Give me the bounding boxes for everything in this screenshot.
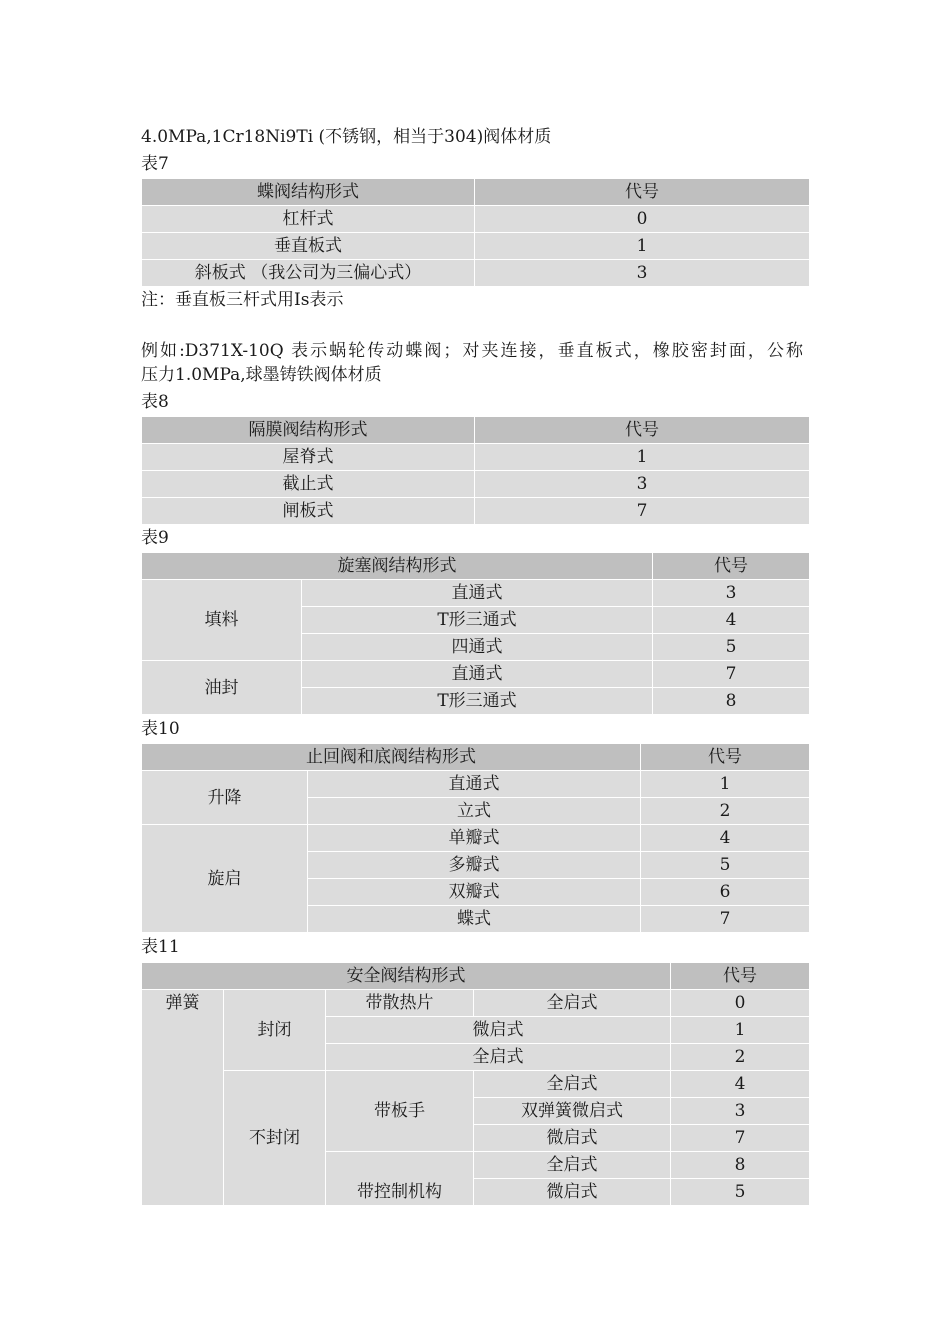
table-cell: 直通式 [308, 771, 641, 798]
header-cell: 代号 [641, 744, 810, 771]
group-cell-unsealed: 不封闭 [224, 1071, 326, 1206]
table-cell: 1 [671, 1017, 810, 1044]
table-cell: 直通式 [302, 580, 653, 607]
table-cell: 3 [653, 580, 810, 607]
header-cell: 代号 [653, 553, 810, 580]
table-cell: 0 [475, 206, 810, 233]
table-cell: 0 [671, 990, 810, 1017]
table-cell: 多瓣式 [308, 852, 641, 879]
example-line-2: 压力1.0MPa,球墨铸铁阀体材质 [141, 365, 382, 385]
table7 [141, 178, 810, 287]
header-cell: 隔膜阀结构形式 [142, 417, 475, 444]
table-cell: 7 [671, 1125, 810, 1152]
table-row [142, 825, 810, 852]
table11 [141, 962, 810, 1206]
table-cell: 7 [475, 498, 810, 525]
table-cell: 截止式 [142, 471, 475, 498]
table-cell: 微启式 [326, 1017, 671, 1044]
table10-caption: 表10 [141, 719, 180, 739]
header-cell: 代号 [475, 179, 810, 206]
table-cell: 垂直板式 [142, 233, 475, 260]
table-cell: 5 [653, 634, 810, 661]
table-header-row [142, 417, 810, 444]
table-cell: 全启式 [474, 1071, 671, 1098]
table-cell: 屋脊式 [142, 444, 475, 471]
table-cell: 4 [641, 825, 810, 852]
table-cell: 8 [671, 1152, 810, 1179]
table-cell: 6 [641, 879, 810, 906]
table-header-row [142, 744, 810, 771]
header-cell: 旋塞阀结构形式 [142, 553, 653, 580]
example-line-1: 例如:D371X-10Q 表示蜗轮传动蝶阀；对夹连接，垂直板式，橡胶密封面，公称 [141, 341, 803, 361]
group-cell-spring: 弹簧 [142, 990, 224, 1206]
table-cell: 全启式 [326, 1044, 671, 1071]
table-cell: 4 [671, 1071, 810, 1098]
subgroup-cell-wrench: 带板手 [326, 1071, 474, 1152]
table-header-row [142, 963, 810, 990]
table7-note: 注：垂直板三杆式用Is表示 [141, 290, 344, 310]
table-cell: 杠杆式 [142, 206, 475, 233]
table-row [142, 661, 810, 688]
table-header-row [142, 553, 810, 580]
table-cell: 5 [641, 852, 810, 879]
group-cell: 填料 [142, 580, 302, 661]
table-row [142, 580, 810, 607]
table-header-row [142, 179, 810, 206]
table-cell: 双瓣式 [308, 879, 641, 906]
table-cell: 四通式 [302, 634, 653, 661]
table-cell: 全启式 [474, 1152, 671, 1179]
header-cell: 代号 [671, 963, 810, 990]
group-cell-sealed: 封闭 [224, 990, 326, 1071]
table-cell: 微启式 [474, 1125, 671, 1152]
table11-caption: 表11 [141, 937, 180, 957]
table-cell: T形三通式 [302, 688, 653, 715]
table-cell: 7 [653, 661, 810, 688]
table8 [141, 416, 810, 525]
table-cell: 4 [653, 607, 810, 634]
table-row [142, 1071, 810, 1098]
table-cell: 微启式 [474, 1179, 671, 1206]
table-row [142, 471, 810, 498]
header-cell: 蝶阀结构形式 [142, 179, 475, 206]
table-row [142, 260, 810, 287]
header-cell: 代号 [475, 417, 810, 444]
table-cell: 1 [475, 233, 810, 260]
table-cell: 单瓣式 [308, 825, 641, 852]
table-row [142, 206, 810, 233]
header-cell: 止回阀和底阀结构形式 [142, 744, 641, 771]
table-cell: 2 [641, 798, 810, 825]
table-cell: 3 [475, 471, 810, 498]
table-cell: 全启式 [474, 990, 671, 1017]
table7-caption: 表7 [141, 154, 169, 174]
header-cell: 安全阀结构形式 [142, 963, 671, 990]
table-row [142, 990, 810, 1017]
subgroup-cell-fins: 带散热片 [326, 990, 474, 1017]
table-cell: 直通式 [302, 661, 653, 688]
table-cell: 闸板式 [142, 498, 475, 525]
group-cell: 油封 [142, 661, 302, 715]
subgroup-cell-control: 带控制机构 [326, 1152, 474, 1206]
table-row [142, 498, 810, 525]
table-cell: 斜板式 （我公司为三偏心式） [142, 260, 475, 287]
table-cell: 蝶式 [308, 906, 641, 933]
table-cell: T形三通式 [302, 607, 653, 634]
table-cell: 3 [671, 1098, 810, 1125]
group-cell: 升降 [142, 771, 308, 825]
table10 [141, 743, 810, 933]
table-cell: 5 [671, 1179, 810, 1206]
group-cell: 旋启 [142, 825, 308, 933]
table-row [142, 444, 810, 471]
table-cell: 1 [475, 444, 810, 471]
table-cell: 1 [641, 771, 810, 798]
table-cell: 3 [475, 260, 810, 287]
table-cell: 双弹簧微启式 [474, 1098, 671, 1125]
table9 [141, 552, 810, 715]
table8-caption: 表8 [141, 392, 169, 412]
table-cell: 8 [653, 688, 810, 715]
table-cell: 7 [641, 906, 810, 933]
intro-line: 4.0MPa,1Cr18Ni9Ti (不锈钢，相当于304)阀体材质 [141, 127, 552, 147]
table-cell: 2 [671, 1044, 810, 1071]
table9-caption: 表9 [141, 528, 169, 548]
table-row [142, 771, 810, 798]
table-row [142, 233, 810, 260]
table-cell: 立式 [308, 798, 641, 825]
